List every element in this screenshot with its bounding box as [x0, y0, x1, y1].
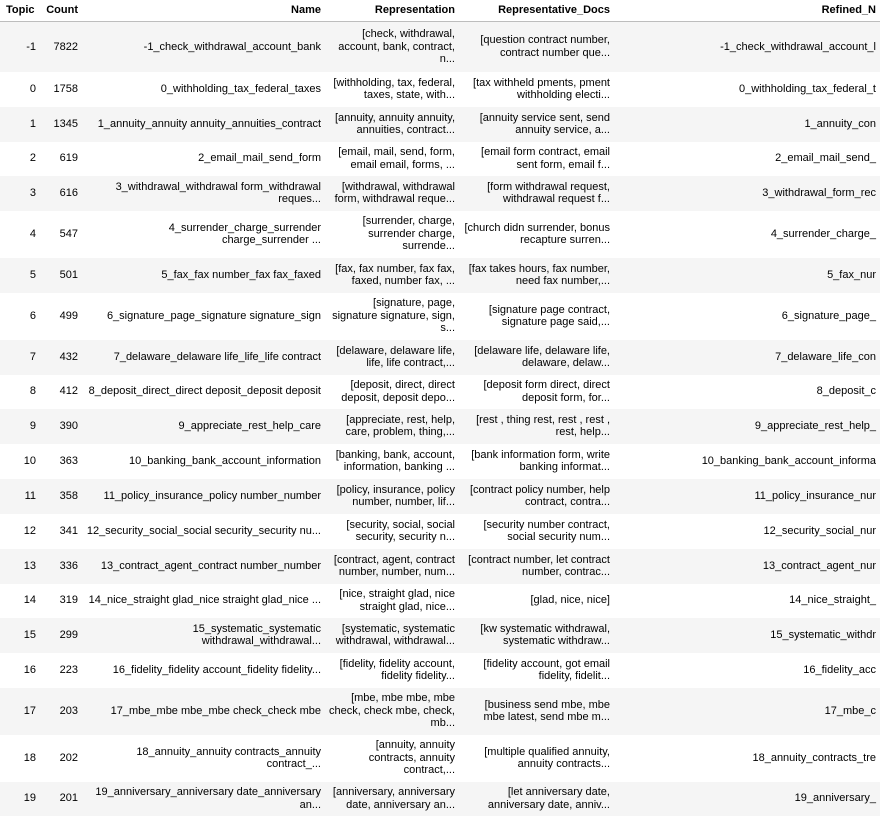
cell-count: 1345	[40, 107, 82, 142]
cell-count: 336	[40, 549, 82, 584]
cell-count: 7822	[40, 22, 82, 72]
cell-refined-name: 4_surrender_charge_	[614, 211, 880, 258]
cell-refined-name: 13_contract_agent_nur	[614, 549, 880, 584]
cell-count: 299	[40, 618, 82, 653]
cell-refined-name: 2_email_mail_send_	[614, 142, 880, 176]
table-row	[0, 688, 880, 735]
cell-topic: 6	[0, 293, 40, 340]
cell-topic: 11	[0, 479, 40, 514]
cell-count: 223	[40, 653, 82, 688]
table-row	[0, 735, 880, 782]
cell-count: 202	[40, 735, 82, 782]
table-row	[0, 293, 880, 340]
table-body	[0, 22, 880, 816]
cell-refined-name: 12_security_social_nur	[614, 514, 880, 549]
column-header-count: Count	[40, 0, 82, 22]
table-row	[0, 176, 880, 211]
cell-name: 17_mbe_mbe mbe_mbe check_check mbe	[82, 688, 325, 735]
cell-name: 13_contract_agent_contract number_number	[82, 549, 325, 584]
cell-topic: 13	[0, 549, 40, 584]
cell-representation: [contract, agent, contract number, number, num...	[325, 549, 459, 584]
cell-representative-docs: [delaware life, delaware life, delaware, delaw...	[459, 340, 614, 375]
cell-topic: 18	[0, 735, 40, 782]
cell-representation: [surrender, charge, surrender charge, surrende...	[325, 211, 459, 258]
cell-representative-docs: [let anniversary date, anniversary date, anniv...	[459, 782, 614, 816]
cell-topic: 17	[0, 688, 40, 735]
table-row	[0, 653, 880, 688]
column-header-refined-name: Refined_N	[614, 0, 880, 22]
cell-representation: [delaware, delaware life, life, life contract,...	[325, 340, 459, 375]
cell-representative-docs: [fax takes hours, fax number, need fax number,...	[459, 258, 614, 293]
cell-representation: [fax, fax number, fax fax, faxed, number fax, ...	[325, 258, 459, 293]
cell-refined-name: 6_signature_page_	[614, 293, 880, 340]
cell-name: 16_fidelity_fidelity account_fidelity fidelity...	[82, 653, 325, 688]
cell-topic: 10	[0, 444, 40, 479]
cell-topic: 14	[0, 584, 40, 618]
cell-count: 412	[40, 375, 82, 409]
cell-representation: [mbe, mbe mbe, mbe check, check mbe, check, mb...	[325, 688, 459, 735]
cell-refined-name: 18_annuity_contracts_tre	[614, 735, 880, 782]
cell-representative-docs: [security number contract, social security num...	[459, 514, 614, 549]
cell-refined-name: 10_banking_bank_account_informa	[614, 444, 880, 479]
cell-name: 14_nice_straight glad_nice straight glad_nice ...	[82, 584, 325, 618]
cell-refined-name: 19_anniversary_	[614, 782, 880, 816]
table-row	[0, 72, 880, 107]
cell-count: 619	[40, 142, 82, 176]
cell-refined-name: 11_policy_insurance_nur	[614, 479, 880, 514]
cell-representative-docs: [rest , thing rest, rest , rest , rest, help...	[459, 409, 614, 444]
cell-representative-docs: [bank information form, write banking informat...	[459, 444, 614, 479]
cell-refined-name: 0_withholding_tax_federal_t	[614, 72, 880, 107]
cell-refined-name: 5_fax_nur	[614, 258, 880, 293]
cell-count: 358	[40, 479, 82, 514]
cell-refined-name: 7_delaware_life_con	[614, 340, 880, 375]
cell-representative-docs: [church didn surrender, bonus recapture surren...	[459, 211, 614, 258]
cell-refined-name: 1_annuity_con	[614, 107, 880, 142]
cell-representative-docs: [email form contract, email sent form, email f...	[459, 142, 614, 176]
cell-count: 201	[40, 782, 82, 816]
cell-representation: [security, social, social security, security n...	[325, 514, 459, 549]
cell-representative-docs: [deposit form direct, direct deposit form, for...	[459, 375, 614, 409]
cell-refined-name: 15_systematic_withdr	[614, 618, 880, 653]
column-header-representative-docs: Representative_Docs	[459, 0, 614, 22]
cell-representation: [withholding, tax, federal, taxes, state, with...	[325, 72, 459, 107]
cell-topic: 15	[0, 618, 40, 653]
cell-topic: 1	[0, 107, 40, 142]
cell-representative-docs: [annuity service sent, send annuity service, a...	[459, 107, 614, 142]
cell-representative-docs: [glad, nice, nice]	[459, 584, 614, 618]
cell-refined-name: 17_mbe_c	[614, 688, 880, 735]
cell-representation: [withdrawal, withdrawal form, withdrawal reque...	[325, 176, 459, 211]
cell-representative-docs: [question contract number, contract number que...	[459, 22, 614, 72]
cell-count: 499	[40, 293, 82, 340]
cell-topic: 12	[0, 514, 40, 549]
cell-count: 1758	[40, 72, 82, 107]
cell-name: 3_withdrawal_withdrawal form_withdrawal reques...	[82, 176, 325, 211]
cell-representative-docs: [form withdrawal request, withdrawal request f...	[459, 176, 614, 211]
cell-representation: [nice, straight glad, nice straight glad, nice...	[325, 584, 459, 618]
cell-topic: -1	[0, 22, 40, 72]
cell-representation: [annuity, annuity contracts, annuity contract,...	[325, 735, 459, 782]
cell-name: 19_anniversary_anniversary date_anniversary an...	[82, 782, 325, 816]
table-row	[0, 479, 880, 514]
cell-name: 7_delaware_delaware life_life_life contract	[82, 340, 325, 375]
cell-representative-docs: [kw systematic withdrawal, systematic withdraw...	[459, 618, 614, 653]
cell-name: 2_email_mail_send_form	[82, 142, 325, 176]
table-row	[0, 514, 880, 549]
column-header-representation: Representation	[325, 0, 459, 22]
cell-count: 501	[40, 258, 82, 293]
cell-representation: [fidelity, fidelity account, fidelity fidelity...	[325, 653, 459, 688]
cell-refined-name: 3_withdrawal_form_rec	[614, 176, 880, 211]
column-header-name: Name	[82, 0, 325, 22]
cell-topic: 5	[0, 258, 40, 293]
cell-representative-docs: [signature page contract, signature page said,...	[459, 293, 614, 340]
table-row	[0, 409, 880, 444]
table-row	[0, 782, 880, 816]
cell-representation: [signature, page, signature signature, sign, s...	[325, 293, 459, 340]
cell-refined-name: -1_check_withdrawal_account_l	[614, 22, 880, 72]
cell-name: -1_check_withdrawal_account_bank	[82, 22, 325, 72]
table-row	[0, 618, 880, 653]
cell-representation: [policy, insurance, policy number, number, lif...	[325, 479, 459, 514]
cell-representative-docs: [tax withheld pments, pment withholding electi...	[459, 72, 614, 107]
cell-topic: 0	[0, 72, 40, 107]
table-row	[0, 22, 880, 72]
cell-representation: [deposit, direct, direct deposit, deposit depo...	[325, 375, 459, 409]
table-row	[0, 142, 880, 176]
cell-name: 8_deposit_direct_direct deposit_deposit deposit	[82, 375, 325, 409]
cell-topic: 9	[0, 409, 40, 444]
cell-name: 6_signature_page_signature signature_sign	[82, 293, 325, 340]
cell-name: 0_withholding_tax_federal_taxes	[82, 72, 325, 107]
cell-representation: [annuity, annuity annuity, annuities, contract...	[325, 107, 459, 142]
cell-name: 18_annuity_annuity contracts_annuity contract_...	[82, 735, 325, 782]
cell-representation: [check, withdrawal, account, bank, contract, n...	[325, 22, 459, 72]
cell-representative-docs: [contract number, let contract number, contrac...	[459, 549, 614, 584]
table-row	[0, 211, 880, 258]
cell-representation: [appreciate, rest, help, care, problem, thing,...	[325, 409, 459, 444]
table-row	[0, 375, 880, 409]
cell-topic: 4	[0, 211, 40, 258]
cell-representation: [email, mail, send, form, email email, forms, ...	[325, 142, 459, 176]
cell-representative-docs: [contract policy number, help contract, contra...	[459, 479, 614, 514]
cell-name: 10_banking_bank_account_information	[82, 444, 325, 479]
cell-refined-name: 16_fidelity_acc	[614, 653, 880, 688]
cell-count: 432	[40, 340, 82, 375]
cell-refined-name: 14_nice_straight_	[614, 584, 880, 618]
cell-topic: 8	[0, 375, 40, 409]
cell-representation: [systematic, systematic withdrawal, withdrawal...	[325, 618, 459, 653]
cell-representation: [banking, bank, account, information, banking ...	[325, 444, 459, 479]
table-row	[0, 107, 880, 142]
cell-topic: 2	[0, 142, 40, 176]
table-row	[0, 258, 880, 293]
cell-representative-docs: [business send mbe, mbe mbe latest, send mbe m...	[459, 688, 614, 735]
cell-name: 9_appreciate_rest_help_care	[82, 409, 325, 444]
cell-topic: 19	[0, 782, 40, 816]
cell-name: 4_surrender_charge_surrender charge_surrender ...	[82, 211, 325, 258]
cell-refined-name: 9_appreciate_rest_help_	[614, 409, 880, 444]
cell-count: 616	[40, 176, 82, 211]
table-row	[0, 444, 880, 479]
cell-name: 12_security_social_social security_security nu...	[82, 514, 325, 549]
table-row	[0, 549, 880, 584]
cell-topic: 3	[0, 176, 40, 211]
cell-count: 341	[40, 514, 82, 549]
cell-topic: 16	[0, 653, 40, 688]
cell-count: 390	[40, 409, 82, 444]
cell-count: 547	[40, 211, 82, 258]
cell-topic: 7	[0, 340, 40, 375]
cell-count: 203	[40, 688, 82, 735]
cell-representative-docs: [multiple qualified annuity, annuity contracts...	[459, 735, 614, 782]
table-row	[0, 584, 880, 618]
cell-name: 1_annuity_annuity annuity_annuities_contract	[82, 107, 325, 142]
cell-representation: [anniversary, anniversary date, anniversary an...	[325, 782, 459, 816]
table-row	[0, 340, 880, 375]
cell-representative-docs: [fidelity account, got email fidelity, fidelit...	[459, 653, 614, 688]
cell-name: 11_policy_insurance_policy number_number	[82, 479, 325, 514]
cell-refined-name: 8_deposit_c	[614, 375, 880, 409]
column-header-topic: Topic	[0, 0, 40, 22]
cell-count: 363	[40, 444, 82, 479]
cell-name: 5_fax_fax number_fax fax_faxed	[82, 258, 325, 293]
cell-name: 15_systematic_systematic withdrawal_withdrawal...	[82, 618, 325, 653]
header-row	[0, 0, 880, 22]
cell-count: 319	[40, 584, 82, 618]
